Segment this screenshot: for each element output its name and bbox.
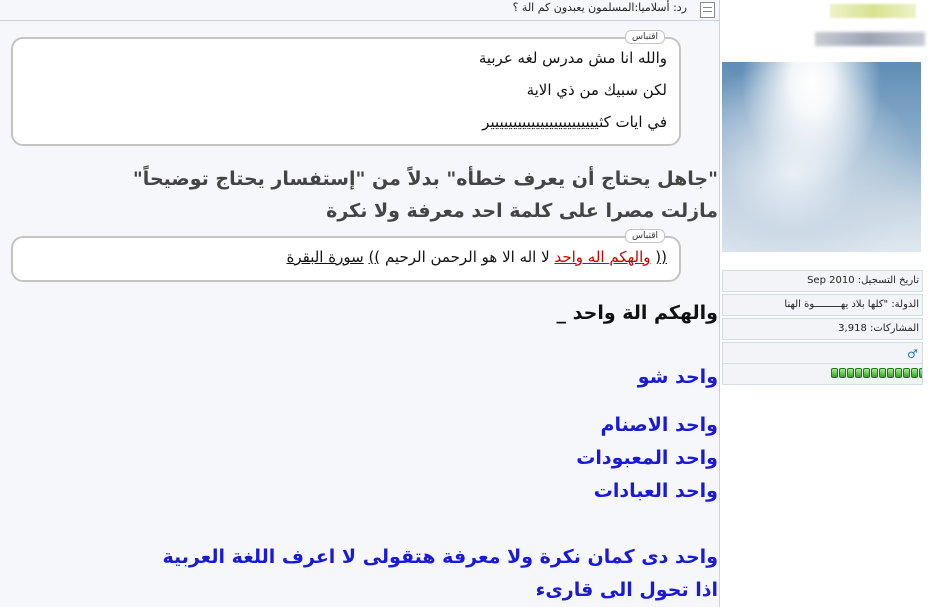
body-line-1: "جاهل يحتاج أن يعرف خطأه" بدلاً من "إستفسار يحتاج توضيحاً" — [132, 168, 718, 190]
reputation-pip — [879, 368, 886, 378]
quote-label: اقتباس — [625, 229, 665, 243]
reputation-pip — [919, 368, 923, 378]
verse-plain-part: لا اله الا هو الرحمن الرحيم — [384, 248, 550, 266]
country-row: الدولة: "كلها بلاد يهـــــــــوة الهنا — [722, 294, 923, 316]
male-icon: ♂ — [907, 347, 918, 361]
quote-line-2: لكن سبيك من ذي الاية — [526, 81, 667, 99]
reputation-pip — [887, 368, 894, 378]
reputation-pip — [847, 368, 854, 378]
reputation-pip — [831, 368, 838, 378]
join-date-row: تاريخ التسجيل: Sep 2010 — [722, 270, 923, 292]
verse-close-bracket: )) — [368, 248, 381, 266]
reputation-pip — [903, 368, 910, 378]
line-idols: واحد الاصنام — [600, 414, 718, 436]
reputation-row — [722, 363, 923, 385]
line-reader: اذا تحول الى قارىء — [535, 579, 718, 601]
user-sidebar — [719, 0, 935, 607]
reputation-pip — [895, 368, 902, 378]
verse-sura-link[interactable]: سورة البقرة — [286, 248, 364, 266]
posts-count-row: المشاركات: 3,918 — [722, 318, 923, 340]
reputation-pip — [855, 368, 862, 378]
line-worshipped: واحد المعبودات — [576, 447, 718, 469]
quote-line-3: في ايات كثيييييييييييييييييييييييير — [482, 113, 667, 131]
user-title-blurred — [815, 32, 925, 46]
line-worships: واحد العبادات — [593, 480, 718, 502]
line-also: واحد دى كمان نكرة ولا معرفة هتقولى لا اعرف اللغة العربية — [162, 546, 718, 568]
post-title-bar — [0, 0, 719, 21]
quote-line-1: والله انا مش مدرس لغه عربية — [478, 49, 667, 67]
body-line-2: مازلت مصرا على كلمة احد معرفة ولا نكرة — [326, 200, 718, 222]
line-what: واحد شو — [637, 366, 718, 388]
verse-red-part: والهكم اله واحد — [554, 248, 651, 266]
verse-open-bracket: (( — [655, 248, 667, 266]
line-god: والهكم الة واحد _ — [556, 302, 718, 324]
quote-box-1 — [11, 32, 681, 146]
reputation-bar — [831, 368, 923, 378]
post-document-icon — [700, 2, 715, 18]
reputation-pip — [911, 368, 918, 378]
username-blurred — [830, 4, 916, 18]
quote-label: اقتباس — [625, 30, 665, 44]
post-title: رد: أسلاميا:المسلمون يعبدون كم الة ؟ — [512, 1, 687, 14]
reputation-pip — [871, 368, 878, 378]
avatar[interactable] — [722, 62, 921, 252]
gender-row — [722, 342, 923, 364]
reputation-pip — [839, 368, 846, 378]
quote-verse — [286, 248, 667, 266]
quote-box-2 — [11, 231, 681, 282]
reputation-pip — [863, 368, 870, 378]
